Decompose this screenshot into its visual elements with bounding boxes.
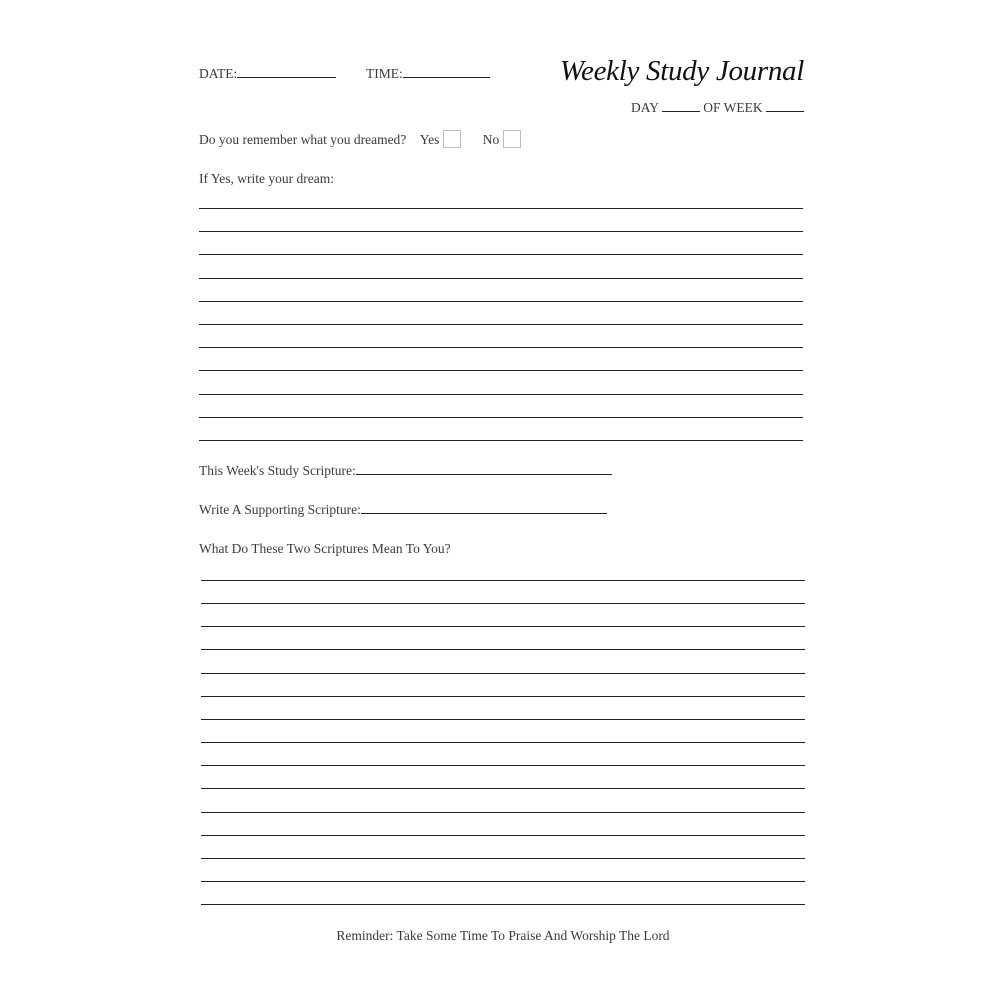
writing-line[interactable] [201, 719, 805, 720]
page-title: Weekly Study Journal [559, 55, 804, 87]
date-field[interactable] [199, 66, 336, 82]
writing-line[interactable] [201, 742, 805, 743]
writing-line[interactable] [199, 278, 803, 279]
writing-line[interactable] [199, 417, 803, 418]
supporting-scripture-field[interactable] [199, 502, 607, 518]
no-checkbox[interactable] [503, 130, 521, 148]
date-label: DATE: [199, 66, 238, 81]
no-label: No [482, 132, 500, 147]
study-scripture-field[interactable] [199, 463, 612, 479]
yes-label: Yes [419, 132, 440, 147]
writing-line[interactable] [199, 394, 803, 395]
week-blank[interactable] [766, 101, 804, 112]
writing-line[interactable] [201, 881, 805, 882]
writing-line[interactable] [199, 347, 803, 348]
writing-line[interactable] [201, 812, 805, 813]
writing-line[interactable] [199, 231, 803, 232]
date-blank[interactable] [237, 67, 336, 78]
writing-line[interactable] [201, 765, 805, 766]
writing-line[interactable] [201, 788, 805, 789]
writing-line[interactable] [201, 649, 805, 650]
writing-line[interactable] [199, 370, 803, 371]
writing-line[interactable] [201, 673, 805, 674]
writing-line[interactable] [199, 254, 803, 255]
footer-reminder: Reminder: Take Some Time To Praise And Worship The Lord [336, 928, 670, 943]
dream-prompt: If Yes, write your dream: [199, 171, 334, 186]
writing-line[interactable] [201, 904, 805, 905]
time-field[interactable] [366, 66, 490, 82]
writing-line[interactable] [199, 208, 803, 209]
day-blank[interactable] [662, 101, 700, 112]
day-label: DAY [630, 100, 659, 115]
yes-checkbox[interactable] [443, 130, 461, 148]
meaning-prompt: What Do These Two Scriptures Mean To You? [199, 541, 451, 556]
time-blank[interactable] [403, 67, 490, 78]
writing-line[interactable] [199, 440, 803, 441]
writing-line[interactable] [201, 696, 805, 697]
writing-line[interactable] [201, 626, 805, 627]
supporting-scripture-blank[interactable] [361, 503, 607, 514]
dream-question-row [199, 130, 521, 148]
writing-line[interactable] [199, 324, 803, 325]
of-week-label: OF WEEK [703, 100, 763, 115]
study-scripture-label: This Week's Study Scripture: [199, 463, 356, 478]
time-label: TIME: [366, 66, 403, 81]
writing-line[interactable] [199, 301, 803, 302]
day-of-week-field[interactable] [631, 100, 804, 116]
writing-line[interactable] [201, 603, 805, 604]
writing-line[interactable] [201, 580, 805, 581]
study-scripture-blank[interactable] [356, 464, 612, 475]
writing-line[interactable] [201, 835, 805, 836]
supporting-scripture-label: Write A Supporting Scripture: [199, 502, 361, 517]
writing-line[interactable] [201, 858, 805, 859]
dream-question: Do you remember what you dreamed? [199, 132, 407, 147]
